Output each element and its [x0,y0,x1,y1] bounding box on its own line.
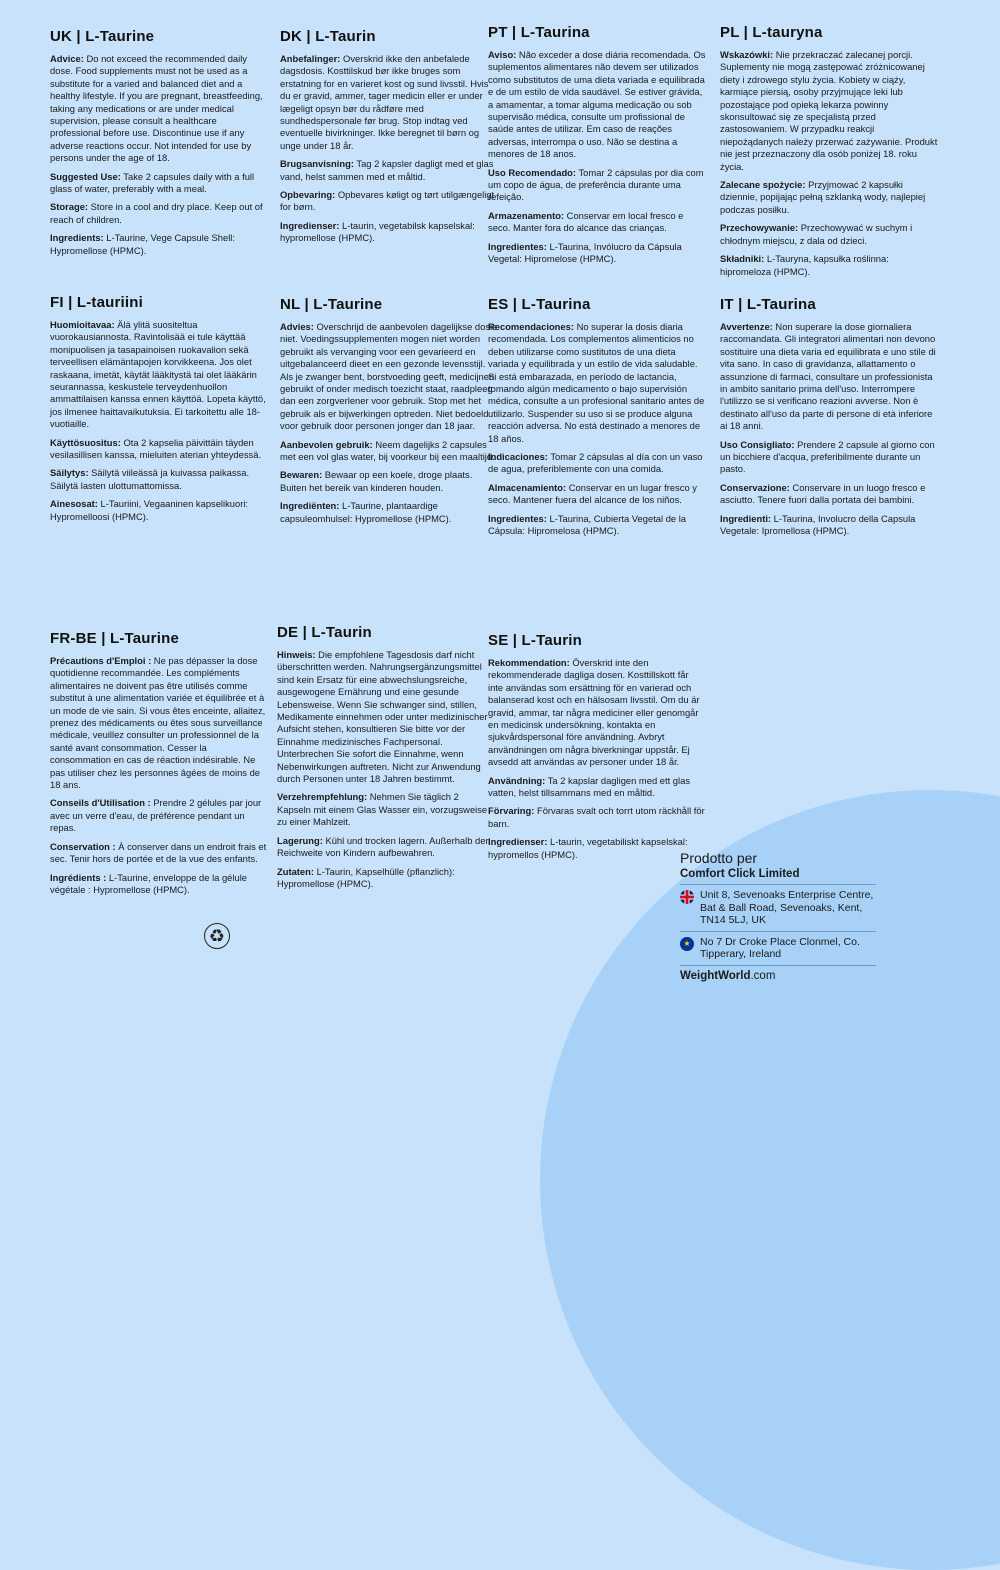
section-paragraph [488,805,706,830]
section-title: FR-BE | L-Taurine [50,630,179,647]
section-paragraph [488,482,706,507]
paragraph-text: L-Taurine, enveloppe de la gélule végétale : Hypromellose (HPMC). [50,871,247,895]
uk-flag-icon [680,890,694,904]
section-de [277,624,495,896]
section-paragraph [488,167,706,204]
paragraph-text: Förvaras svalt och torrt utom räckhåll för barn. [488,805,705,829]
section-paragraph [277,791,495,828]
paragraph-text: Prendre 2 gélules par jour avec un verre d'eau, de préférence pendant un repas. [50,797,262,834]
paragraph-text: Ta 2 kapslar dagligen med ett glas vatten, helst tillsammans med en måltid. [488,774,691,799]
section-paragraph [50,201,268,226]
section-uk [50,28,268,263]
paragraph-text: L-Taurina, Invólucro da Cápsula Vegetal: Hipromelose (HPMC). [488,240,682,265]
paragraph-label: Bewaren: [280,469,323,481]
website [680,965,876,982]
section-paragraph [488,513,706,538]
section-paragraph [720,222,938,247]
paragraph-text: Säilytä viileässä ja kuivassa paikassa. Säilytä lasten ulottumattomissa. [50,467,250,491]
paragraph-text: Conservar en un lugar fresco y seco. Mantener fuera del alcance de los niños. [488,481,697,506]
section-paragraph [50,872,268,897]
paragraph-label: Ingredientes: [488,512,547,524]
section-paragraph [280,469,498,494]
section-paragraph [488,451,706,476]
paragraph-label: Brugsanvisning: [280,158,354,170]
paragraph-label: Ingredienser: [488,836,548,848]
paragraph-label: Käyttösuositus: [50,436,121,448]
paragraph-label: Rekommendation: [488,657,570,668]
section-paragraph [488,836,706,861]
paragraph-text: Die empfohlene Tagesdosis darf nicht überschritten werden. Nahrungsergänzungsmittel sind kein Ersatz für eine abwechslungsreiche, ausgewogene Ernährung und eine gesunde Lebensweise. Wenn Sie schwanger sind, stillen, Medikamente einnehmen oder unter medizinischer Aufsicht stehen, konsultieren Sie bitte vor der Einnahme medizinisches Fachpersonal. Unterbrechen Sie sofort die Einnahme, wenn Nebenwirkungen auftreten. Nicht zur Anwendung durch Personen unter 18 Jahren bestimmt. [277,649,488,785]
section-paragraph [50,319,268,431]
eu-flag-icon: ★ [680,937,694,951]
section-paragraph [720,49,938,173]
section-title: ES | L-Taurina [488,296,591,313]
paragraph-text: Nehmen Sie täglich 2 Kapseln mit einem Glas Wasser ein, vorzugsweise zu einer Mahlzeit. [277,791,488,828]
section-fi [50,294,268,529]
section-paragraph [50,467,268,492]
paragraph-label: Conseils d'Utilisation : [50,797,151,809]
section-paragraph [50,53,268,165]
section-paragraph [488,241,706,266]
section-title: UK | L-Taurine [50,28,155,45]
paragraph-text: Överskrid inte den rekommenderade dagliga dosen. Kosttillskott får inte användas som ersättning för en varierad och balanserad kost och en hälsosam livsstil. Om du är gravid, ammar, tar några mediciner eller genomgår en medicinsk undersökning, kontakta en sjukvårdspersonal före användning. Avbryt användningen om några biverkningar uppstår. Ej avsedd att användas av personer under 18 år. [488,657,700,768]
paragraph-text: L-Taurine, plantaardige capsuleomhulsel: Hypromellose (HPMC). [280,500,452,524]
paragraph-text: Kühl und trocken lagern. Außerhalb der Reichweite von Kindern aufbewahren. [277,834,489,859]
paragraph-text: Opbevares køligt og tørt utilgængeligt for børn. [280,189,495,213]
paragraph-text: No superar la dosis diaria recomendada. Los complementos alimenticios no deben utilizarse como sustitutos de una dieta variada y equilibrada y un estilo de vida saludable. Si está embarazada, en período de lactancia, tomando algún medicamento o bajo supervisión médica, consulte a un profesional sanitario antes de utilizarlo. Suspender su uso si se produce alguna reacción adversa. No está destinado a menores de 18 años. [488,321,705,444]
paragraph-label: Indicaciones: [488,451,548,463]
paragraph-text: Ota 2 kapselia päivittäin täyden vesilasillisen kanssa, mieluiten aterian yhteydessä. [50,436,262,461]
paragraph-label: Ingrediënten: [280,500,340,512]
section-dk [280,28,498,251]
section-paragraph [280,189,498,214]
paragraph-text: L-Taurina, Cubierta Vegetal de la Cápsula: Hipromelosa (HPMC). [488,512,687,537]
company-name: Comfort Click Limited [680,868,800,880]
section-paragraph [280,439,498,464]
paragraph-label: Advies: [280,321,314,332]
paragraph-text: Conservar em local fresco e seco. Manter fora do alcance das crianças. [488,209,684,234]
ie-address: No 7 Dr Croke Place Clonmel, Co. Tipperary, Ireland [700,935,860,960]
paragraph-label: Almacenamiento: [488,481,567,493]
ie-address-row [680,931,876,965]
paragraph-text: L-taurin, vegetabiliskt kapselskal: hypromellos (HPMC). [488,836,688,860]
section-title: FI | L-tauriini [50,294,144,311]
section-nl [280,296,498,531]
paragraph-text: Tomar 2 cápsulas al día con un vaso de agua, preferiblemente con una comida. [488,451,703,475]
paragraph-label: Användning: [488,774,546,786]
paragraph-label: Zutaten: [277,865,314,877]
section-paragraph [280,321,498,433]
paragraph-text: L-Taurina, Involucro della Capsula Vegetale: Ipromellosa (HPMC). [720,512,916,537]
paragraph-label: Säilytys: [50,467,89,479]
paragraph-text: Przechowywać w suchym i chłodnym miejscu, z dala od dzieci. [720,222,913,246]
website-name: WeightWorld [680,969,751,982]
section-paragraph [280,53,498,152]
paragraph-text: Tag 2 kapsler dagligt med et glas vand, helst sammen med et måltid. [280,158,494,182]
section-paragraph [488,210,706,235]
paragraph-label: Förvaring: [488,805,535,817]
section-paragraph [720,482,938,507]
paragraph-label: Anbefalinger: [280,53,341,64]
section-paragraph [720,513,938,538]
section-paragraph [50,498,268,523]
paragraph-label: Suggested Use: [50,170,121,182]
paragraph-label: Lagerung: [277,834,323,846]
section-paragraph [720,439,938,476]
paragraph-text: Przyjmować 2 kapsułki dziennie, popijając pełną szklanką wody, najlepiej podczas posiłku. [720,179,926,215]
paragraph-text: Take 2 capsules daily with a full glass of water, preferably with a meal. [50,170,255,195]
paragraph-label: Précautions d'Emploi : [50,655,152,666]
paragraph-label: Uso Recomendado: [488,166,577,178]
section-paragraph [50,797,268,834]
section-pl [720,24,938,284]
section-paragraph [50,437,268,462]
paragraph-label: Składniki: [720,253,765,265]
paragraph-label: Wskazówki: [720,49,774,60]
section-paragraph [488,49,706,161]
paragraph-label: Ingrédients : [50,871,107,883]
paragraph-label: Ingredients: [50,232,104,244]
section-paragraph [280,220,498,245]
section-paragraph [277,649,495,785]
section-title: DK | L-Taurin [280,28,376,45]
paragraph-label: Zalecane spożycie: [720,179,806,191]
section-pt [488,24,706,272]
paragraph-label: Opbevaring: [280,189,336,201]
section-paragraph [277,835,495,860]
paragraph-text: L-taurin, vegetabilsk kapselskal: hypromellose (HPMC). [280,219,475,244]
section-paragraph [720,179,938,216]
paragraph-text: Store in a cool and dry place. Keep out of reach of children. [50,201,263,225]
section-paragraph [50,655,268,791]
tidyman-bin-icon: ♻ [204,923,230,949]
paragraph-text: Nie przekraczać zalecanej porcji. Suplementy nie mogą zastępować zróżnicowanej diety i zdrowego stylu życia. Kobiety w ciąży, karmiące piersią, osoby przyjmujące leki lub pozostające pod opieką lekarza powinny skonsultować się ze specjalistą przed zastosowaniem. W przypadku reakcji niepożądanych należy przerwać zażywanie. Produkt nie jest przeznaczony dla osób poniżej 18. roku życia. [720,49,938,172]
paragraph-label: Ingredienti: [720,512,772,524]
section-title: PT | L-Taurina [488,24,590,41]
paragraph-text: Bewaar op een koele, droge plaats. Buiten het bereik van kinderen houden. [280,469,473,493]
paragraph-label: Advice: [50,53,84,64]
paragraph-label: Hinweis: [277,649,316,660]
section-title: DE | L-Taurin [277,624,372,641]
section-paragraph [280,500,498,525]
section-title: NL | L-Taurine [280,296,383,313]
website-domain: .com [750,969,776,982]
paragraph-label: Verzehrempfehlung: [277,791,368,803]
section-paragraph [720,321,938,433]
paragraph-label: Ainesosat: [50,498,98,510]
paragraph-text: Älä ylitä suositeltua vuorokausiannosta. Ravintolisää ei tule käyttää monipuolisen ja tasapainoisen ruokavalion sekä terveellisen elämäntapojen korvikkeena. Jos olet raskaana, imetät, käytät lääkitystä tai olet lääkärin seurannassa, keskustele terveydenhuollon ammattilaisen kanssa ennen käyttöä. Lopeta käyttö, jos ilmenee haittavaikutuksia. Ei tarkoitettu alle 18-vuotiaille. [50,319,266,430]
paragraph-text: Ne pas dépasser la dose quotidienne recommandée. Les compléments alimentaires ne doivent pas être utilisés comme substitut à une alimentation variée et équilibrée et à un mode de vie sain. Si vous êtes enceinte, allaitez, prenez des médicaments ou êtes sous surveillance médicale, veuillez consulter un professionnel de la santé avant consommation. Cesser la consommation en cas de réaction indésirable. Ne pas utiliser chez les personnes âgées de moins de 18 ans. [50,655,266,791]
paragraph-label: Aviso: [488,49,517,60]
paragraph-text: Overschrijd de aanbevolen dagelijkse dosis niet. Voedingssupplementen mogen niet worden gebruikt als vervanging voor een gevarieerd en uitgebalanceerd dieet en een gezonde levensstijl. Als je zwanger bent, borstvoeding geeft, medicijnen gebruikt of onder medisch toezicht staat, raadpleeg dan een zorgverlener voor gebruik. Stop met het gebruik als er bijwerkingen optreden. Niet bedoeld voor gebruik door personen jonger dan 18 jaar. [280,321,497,432]
paragraph-label: Ingredienser: [280,219,340,231]
paragraph-label: Avvertenze: [720,321,773,332]
section-paragraph [488,775,706,800]
paragraph-text: L-Tauryna, kapsułka roślinna: hipromeloza (HPMC). [720,253,889,277]
section-title: IT | L-Taurina [720,296,816,313]
section-paragraph [488,321,706,445]
manufacturer-block [680,850,876,982]
uk-address-row [680,884,876,931]
paragraph-label: Przechowywanie: [720,222,799,234]
section-it [720,296,938,544]
paragraph-text: Tomar 2 cápsulas por dia com um copo de água, de preferência durante uma refeição. [488,166,704,203]
paragraph-label: Uso Consigliato: [720,438,795,450]
paragraph-text: À conserver dans un endroit frais et sec. Tenir hors de portée et de la vue des enfants. [50,840,267,865]
section-paragraph [720,253,938,278]
paragraph-text: L-Taurine, Vege Capsule Shell: Hypromellose (HPMC). [50,232,235,256]
section-title: SE | L-Taurin [488,632,583,649]
paragraph-text: Do not exceed the recommended daily dose. Food supplements must not be used as a substitute for a varied and balanced diet and a healthy lifestyle. If you are pregnant, breastfeeding, taking any medications or are under medical supervision, please consult a healthcare professional before use. Discontinue use if any adverse reactions occur. Not intended for use by persons under the age of 18. [50,53,263,164]
paragraph-label: Aanbevolen gebruik: [280,438,373,450]
paragraph-text: Prendere 2 capsule al giorno con un bicchiere d'acqua, preferibilmente durante un pasto. [720,438,935,475]
paragraph-label: Ingredientes: [488,240,547,252]
section-paragraph [280,158,498,183]
paragraph-label: Conservation : [50,840,116,852]
section-paragraph [488,657,706,769]
paragraph-label: Huomioitavaa: [50,319,115,330]
paragraph-label: Recomendaciones: [488,321,574,332]
paragraph-text: Overskrid ikke den anbefalede dagsdosis. Kosttilskud bør ikke bruges som erstatning for en varieret kost og sund livsstil. Hvis du er gravid, ammer, tager medicin eller er under lægeligt opsyn bør du rådføre med sundhedspersonale før brug. Stop indtag ved eventuelle bivirkninger. Ikke beregnet til børn og unge under 18 år. [280,53,489,151]
section-es [488,296,706,544]
section-title: PL | L-tauryna [720,24,823,41]
section-paragraph [277,866,495,891]
paragraph-text: Non superare la dose giornaliera raccomandata. Gli integratori alimentari non devono sostituire una dieta varia ed equilibrata e uno stile di vita sano. In caso di gravidanza, allattamento o assunzione di farmaci, consultare un professionista in ambito sanitario prima dell'uso. Interrompere l'utilizzo se si verificano reazioni avverse. Non è destinato all'uso da parte di persone di età inferiore ai 18 anni. [720,321,936,432]
paragraph-label: Storage: [50,201,89,213]
section-paragraph [50,841,268,866]
section-se [488,632,706,867]
paragraph-label: Conservazione: [720,481,790,493]
paragraph-text: L-Taurin, Kapselhülle (pflanzlich): Hypromellose (HPMC). [277,865,455,889]
paragraph-text: Neem dagelijks 2 capsules met een vol glas water, bij voorkeur bij een maaltijd. [280,438,495,463]
paragraph-text: Não exceder a dose diária recomendada. Os suplementos alimentares não devem ser utilizados como substitutos de uma dieta variada e equilibrada e de um estilo de vida saudável. Se estiver grávida, a amamentar, a tomar alguma medicação ou sob supervisão médica, consulte um profissional de saúde antes de utilizar. Em caso de reações adversas, interrompa o uso. Não se destina a menores de 18 anos. [488,49,706,160]
section-fr-be [50,630,268,902]
paragraph-text: L-Tauriini, Vegaaninen kapselikuori: Hypromelloosi (HPMC). [50,498,249,522]
paragraph-text: Conservare in un luogo fresco e asciutto. Tenere fuori dalla portata dei bambini. [720,481,926,506]
section-paragraph [50,232,268,257]
section-paragraph [50,171,268,196]
made-for-label: Prodotto per [680,850,758,866]
paragraph-label: Armazenamento: [488,209,565,221]
uk-address: Unit 8, Sevenoaks Enterprise Centre, Bat & Ball Road, Sevenoaks, Kent, TN14 5LJ, UK [700,889,874,926]
